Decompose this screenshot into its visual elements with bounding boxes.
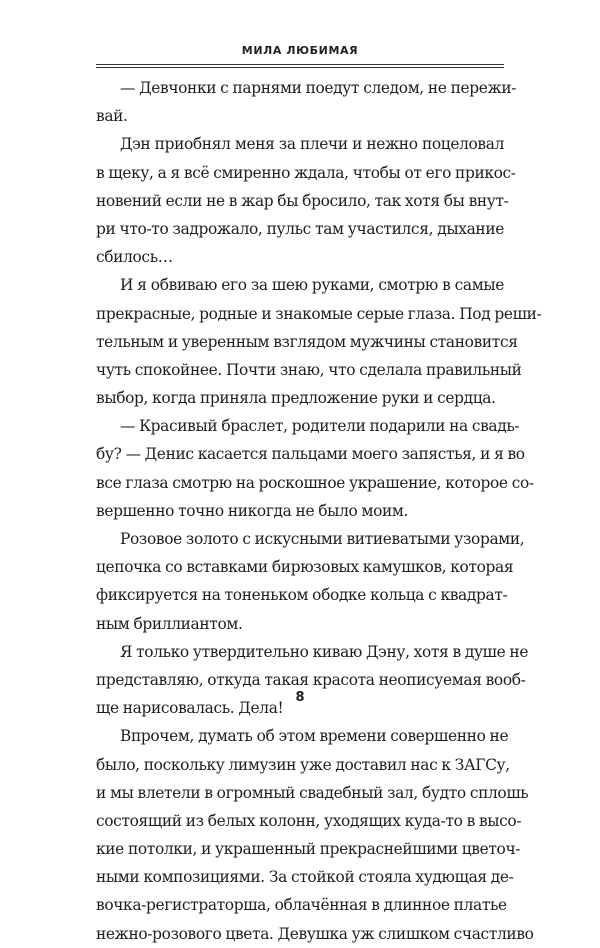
text-line: — Девчонки с парнями поедут следом, не пережи- <box>120 79 517 97</box>
text-line: все глаза смотрю на роскошное украшение, которое со- <box>96 473 534 492</box>
text-line: вай. <box>96 107 128 126</box>
running-head-title: МИЛА ЛЮБИМАЯ <box>241 44 359 57</box>
text-line: ным бриллиантом. <box>96 614 243 633</box>
text-line: нежно-розового цвета. Девушка уж слишком счастливо <box>96 924 534 943</box>
text-line: Розовое золото с искусными витиеватыми узорами, <box>120 530 525 548</box>
text-line: фиксируется на тоненьком ободке кольца с квадрат- <box>96 586 508 605</box>
text-line: кие потолки, и украшенный прекраснейшими цветоч- <box>96 840 521 859</box>
paragraph <box>96 74 517 130</box>
text-line: сбилось… <box>96 248 173 267</box>
text-line: цепочка со вставками бирюзовых камушков, которая <box>96 558 514 577</box>
text-line: тельным и уверенным взглядом мужчины становится <box>96 332 518 351</box>
text-line: прекрасные, родные и знакомые серые глаза. Под реши- <box>96 304 542 323</box>
page-number: 8 <box>295 690 305 705</box>
text-line: ри что-то задрожало, пульс там участился, дыхание <box>96 219 504 238</box>
paragraph <box>96 130 516 271</box>
text-line: было, поскольку лимузин уже доставил нас к ЗАГСу, <box>96 755 510 774</box>
text-line: — Красивый браслет, родители подарили на свадь- <box>120 417 520 436</box>
text-line: Дэн приобнял меня за плечи и нежно поцеловал <box>120 135 504 154</box>
header-rule <box>96 64 504 65</box>
text-line: ще нарисовалась. Дела! <box>96 699 284 718</box>
text-line: чуть спокойнее. Почти знаю, что сделала правильный <box>96 360 522 379</box>
paragraph <box>96 722 534 948</box>
text-line: ными композициями. За стойкой стояла худющая де- <box>96 868 514 887</box>
text-line: и мы влетели в огромный свадебный зал, будто сплошь <box>96 783 529 802</box>
text-line: в щеку, а я всё смиренно ждала, чтобы от его прикос- <box>96 163 516 182</box>
text-line: И я обвиваю его за шею руками, смотрю в самые <box>120 276 504 295</box>
text-line: состоящий из белых колонн, уходящих куда-то в высо- <box>96 811 522 830</box>
header-rule <box>96 67 504 68</box>
paragraph <box>96 638 529 723</box>
text-line: вочка-регистраторша, облачённая в длинное платье <box>96 896 507 915</box>
text-line: представляю, откуда такая красота неописуемая вооб- <box>96 670 526 689</box>
text-line: новений если не в жар бы бросило, так хотя бы внут- <box>96 191 509 210</box>
text-line: Впрочем, думать об этом времени совершенно не <box>120 727 509 746</box>
paragraph <box>96 525 525 638</box>
text-line: выбор, когда приняла предложение руки и сердца. <box>96 389 496 408</box>
body-text <box>96 74 542 948</box>
text-line: Я только утвердительно киваю Дэну, хотя в душе не <box>120 642 529 661</box>
text-line: бу? — Денис касается пальцами моего запястья, и я во <box>96 445 525 464</box>
paragraph <box>96 412 534 525</box>
text-line: вершенно точно никогда не было моим. <box>96 501 409 520</box>
paragraph <box>96 271 542 412</box>
